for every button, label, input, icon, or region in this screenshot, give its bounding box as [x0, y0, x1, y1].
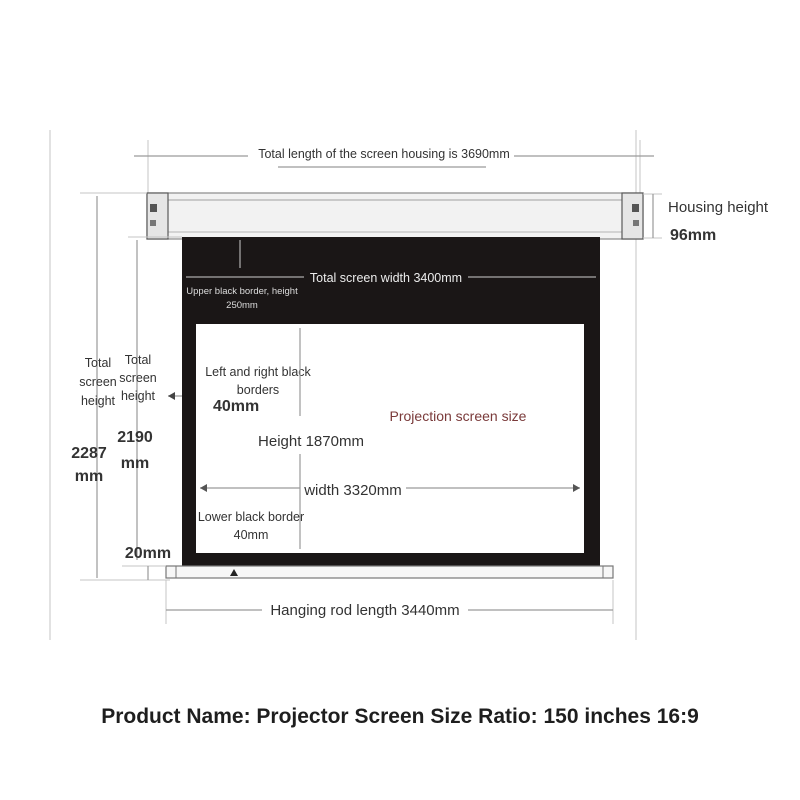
projection-width-label: width 3320mm — [304, 482, 402, 499]
total-height-left-label-1: Total — [84, 356, 112, 370]
lower-border-value: 40mm — [233, 528, 269, 542]
projection-height-label: Height 1870mm — [258, 433, 364, 450]
housing-length-label: Total length of the screen housing is 3690mm — [258, 147, 510, 161]
projection-size-label: Projection screen size — [389, 408, 527, 424]
total-height-right-value: 2190 — [117, 429, 153, 446]
housing-end-cap-right — [622, 193, 643, 239]
housing-height-label: Housing height — [668, 199, 769, 216]
side-border-label-1: Left and right black — [205, 365, 311, 379]
product-caption: Product Name: Projector Screen Size Ratio: 150 inches 16:9 — [101, 705, 699, 728]
total-height-right-unit: mm — [120, 455, 150, 472]
rod-length-label: Hanging rod length 3440mm — [270, 602, 460, 619]
housing-height-value: 96mm — [670, 227, 717, 244]
side-border-label-2: borders — [236, 383, 280, 397]
housing-bracket-right-2 — [633, 220, 639, 226]
lower-border-label: Lower black border — [197, 510, 305, 524]
total-height-right-label-3: height — [120, 389, 156, 403]
total-width-label: Total screen width 3400mm — [309, 271, 463, 285]
upper-border-label-1: Upper black border, height — [186, 286, 298, 297]
total-height-left-label-3: height — [80, 394, 116, 408]
side-border-value: 40mm — [213, 398, 260, 415]
total-height-left-value: 2287 — [71, 445, 107, 462]
housing-bracket-right — [632, 204, 639, 212]
total-height-right-label-2: screen — [119, 371, 157, 385]
housing-bracket-left — [150, 204, 157, 212]
total-height-right-label-1: Total — [124, 353, 152, 367]
bottom-gap-label: 20mm — [124, 545, 172, 562]
housing-bracket-left-2 — [150, 220, 156, 226]
upper-border-label-2: 250mm — [226, 300, 258, 311]
housing-end-cap-left — [147, 193, 168, 239]
total-height-left-label-2: screen — [79, 375, 117, 389]
total-height-left-unit: mm — [74, 468, 104, 485]
side-border-arrow-head — [168, 392, 175, 400]
